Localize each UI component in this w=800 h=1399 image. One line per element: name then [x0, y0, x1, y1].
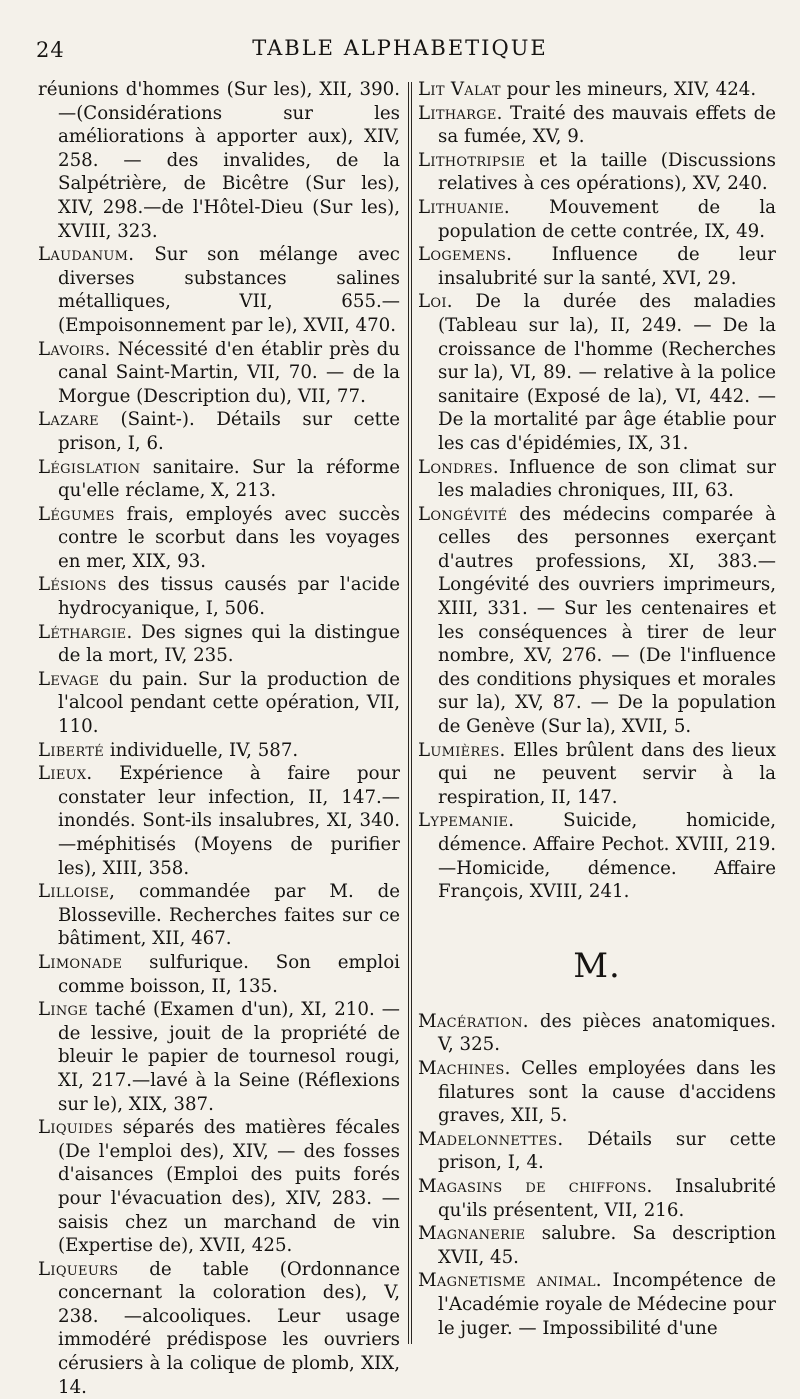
index-headword: Linge [38, 999, 88, 1021]
index-entry [418, 739, 776, 810]
index-headword: Magnetisme animal. [418, 1270, 602, 1292]
index-entry-text: et la taille (Discussions relatives à ces opérations), XV, 240. [438, 149, 776, 195]
index-headword: Lypemanie. [418, 810, 515, 832]
index-entry-text: Des signes qui la distingue de la mort, IV, 235. [58, 621, 400, 667]
index-headword: Lieux. [38, 763, 93, 785]
index-entry-text: réunions d'hommes (Sur les), XII, 390.—(Considérations sur les améliorations à apporter aux), XIV, 258. — des invalides, de la Salpétrière, de Bicêtre (Sur les), XIV, 298.—de l'Hôtel-Dieu (Sur les), XVIII, 323. [38, 79, 400, 242]
index-entry-text: sanitaire. Sur la réforme qu'elle réclame, X, 213. [58, 456, 400, 502]
right-column [418, 78, 776, 1365]
index-entry [418, 78, 776, 102]
index-headword: Loi. [418, 291, 453, 313]
index-headword: Magasins de chiffons. [418, 1175, 653, 1197]
index-entry-text: Détails sur cette prison, I, 4. [438, 1128, 776, 1174]
index-entry-text: Influence de leur insalubrité sur la santé, XVI, 29. [438, 244, 776, 289]
index-headword: Magnanerie [418, 1223, 526, 1245]
index-entry-text: pour les mineurs, XIV, 424. [500, 79, 757, 100]
index-entry [418, 1010, 776, 1057]
column-rule [408, 82, 409, 1344]
index-entry-text: frais, employés avec succès contre le scorbut dans les voyages en mer, XIX, 93. [58, 503, 400, 572]
index-entry [38, 998, 400, 1116]
index-entry-text: salubre. Sa description XVII, 45. [438, 1223, 776, 1268]
index-headword: Litharge. [418, 102, 503, 124]
index-headword: Limonade [38, 951, 123, 973]
index-entry-text: Mouvement de la population de cette contrée, IX, 49. [438, 196, 776, 242]
index-headword: Lumières. [418, 739, 506, 761]
index-headword: Lazare [38, 409, 99, 431]
index-headword: Levage [38, 668, 100, 690]
index-entry [38, 621, 400, 668]
index-entry [418, 196, 776, 243]
index-entry-text: (Saint-). Détails sur cette prison, I, 6. [58, 409, 400, 454]
letter-m-entries [418, 1010, 776, 1340]
index-entry-text: séparés des matières fécales (De l'emploi des), XIV, — des fosses d'aisances (Emploi des puits forés pour l'évacuation des), XIV, 283. — saisis chez un marchand de vin (Expertise de), XVII, 425. [58, 1117, 400, 1257]
index-entry [38, 1116, 400, 1258]
index-entry [38, 668, 400, 739]
index-entry [418, 809, 776, 903]
index-headword: Lithuanie. [418, 196, 510, 218]
column-rule-second [411, 82, 412, 1344]
left-column [38, 78, 400, 1398]
index-entry-text: Insalubrité qu'ils présentent, VII, 216. [438, 1175, 776, 1221]
index-entry-text: Elles brûlent dans des lieux qui ne peuvent servir à la respiration, II, 147. [438, 739, 776, 808]
index-entry [38, 1258, 400, 1399]
index-entry-text: Influence de son climat sur les maladies chroniques, III, 63. [438, 456, 776, 502]
index-entry-text: De la durée des maladies (Tableau sur la), II, 249. — De la croissance de l'homme (Recherches sur la), VI, 89. — relative à la police sanitaire (Exposé de la), VI, 442. — De la mortalité par âge établie pour les cas d'épidémies, IX, 31. [438, 291, 776, 454]
index-entry-text: Incompétence de l'Académie royale de Médecine pour le juger. — Impossibilité d'une [438, 1270, 777, 1339]
index-entry-text: des médecins comparée à celles des personnes exerçant d'autres professions, XI, 383.—Longévité des ouvriers imprimeurs, XIII, 331. — Sur les centenaires et les conséquences à tirer de leur nombre, XV, 276. — (De l'influence des conditions physiques et morales sur la), XV, 87. — De la population de Genève (Sur la), XVII, 5. [438, 503, 776, 738]
index-entry-text: Nécessité d'en établir près du canal Saint-Martin, VII, 70. — de la Morgue (Description du), VII, 77. [58, 338, 400, 407]
index-headword: Madelonnettes. [418, 1128, 564, 1150]
index-entry [38, 880, 400, 951]
index-entry [418, 102, 776, 149]
index-headword: Lavoirs. [38, 338, 111, 360]
index-headword: Machines. [418, 1057, 511, 1079]
index-entry [418, 1057, 776, 1128]
index-headword: Lésions [38, 574, 107, 596]
index-headword: Londres. [418, 456, 499, 478]
index-headword: Liquides [38, 1117, 114, 1139]
index-headword: Macération. [418, 1010, 529, 1032]
index-entry [418, 290, 776, 455]
index-entry-text: des tissus causés par l'acide hydrocyanique, I, 506. [58, 574, 400, 620]
index-entry [38, 762, 400, 880]
index-entry [418, 1128, 776, 1175]
index-headword: Légumes [38, 503, 115, 525]
index-headword: Lithotripsie [418, 149, 526, 171]
index-headword: Liqueurs [38, 1258, 119, 1280]
index-entry [38, 243, 400, 337]
index-entry-text: Sur son mélange avec diverses substances salines métalliques, VII, 655.— (Empoisonnement par le), XVII, 470. [58, 244, 400, 336]
page-number: 24 [36, 38, 65, 62]
running-title: TABLE ALPHABETIQUE [252, 36, 548, 60]
index-entry [418, 1222, 776, 1269]
index-headword: Laudanum. [38, 244, 135, 266]
index-headword: Lit Valat [418, 79, 501, 100]
index-entry [418, 1175, 776, 1222]
index-entry [38, 503, 400, 574]
index-entry [418, 503, 776, 739]
index-entry-text: Expérience à faire pour constater leur infection, II, 147.—inondés. Sont-ils insalubres, XI, 340.—méphitisés (Moyens de purifier les), XIII, 358. [58, 763, 400, 879]
index-entry [418, 243, 776, 290]
index-entry [38, 739, 400, 763]
index-entry [38, 573, 400, 620]
index-headword: Lilloise, [38, 881, 116, 903]
index-entry-text: du pain. Sur la production de l'alcool pendant cette opération, VII, 110. [58, 668, 400, 738]
index-entry [38, 78, 400, 243]
index-entry-text: Celles employées dans les filatures sont la cause d'accidens graves, XII, 5. [438, 1057, 776, 1127]
index-entry-text: individuelle, IV, 587. [104, 739, 299, 761]
index-entry [38, 408, 400, 455]
index-headword: Législation [38, 456, 141, 478]
index-entry [38, 338, 400, 409]
index-headword: Logemens. [418, 244, 513, 266]
index-columns [38, 78, 778, 1398]
index-headword: Liberté [38, 739, 105, 761]
index-entry-text: Traité des mauvais effets de sa fumée, XV, 9. [438, 102, 776, 148]
index-entry [418, 1269, 776, 1340]
index-entry-text: commandée par M. de Blosseville. Recherches faites sur ce bâtiment, XII, 467. [58, 881, 400, 950]
letter-l-entries [418, 78, 776, 904]
index-entry-text: sulfurique. Son emploi comme boisson, II, 135. [58, 951, 400, 997]
index-entry-text: taché (Examen d'un), XI, 210. — de lessive, jouit de la propriété de bleuir le papier de tournesol rougi, XI, 217.—lavé à la Seine (Réflexions sur le), XIX, 387. [58, 999, 400, 1115]
index-entry [418, 456, 776, 503]
index-entry-text: Suicide, homicide, démence. Affaire Pechot. XVIII, 219. —Homicide, démence. Affaire François, XVIII, 241. [438, 810, 776, 903]
section-letter-m: M. [573, 945, 621, 986]
index-headword: Léthargie. [38, 621, 133, 643]
index-entry [38, 456, 400, 503]
index-entry-text: de table (Ordonnance concernant la coloration des), V, 238. —alcooliques. Leur usage immodéré prédispose les ouvriers cérusiers à la colique de plomb, XIX, 14. [58, 1258, 400, 1398]
index-entry [418, 149, 776, 196]
index-headword: Longévité [418, 503, 508, 525]
index-entry [38, 951, 400, 998]
index-entry-text: des pièces anatomiques. V, 325. [438, 1010, 776, 1056]
